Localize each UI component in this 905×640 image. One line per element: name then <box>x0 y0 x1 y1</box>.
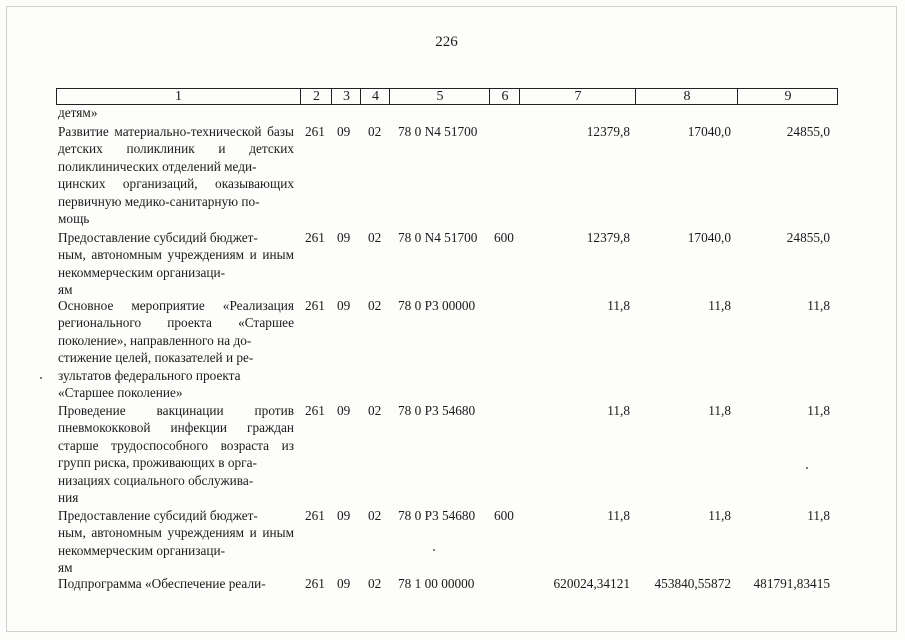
row-name: Подпрограмма «Обеспечение реали- <box>58 576 266 591</box>
amount-year-3: 11,8 <box>807 298 830 313</box>
target-article: 78 0 P3 54680 <box>398 508 476 523</box>
amount-year-3: 481791,83415 <box>753 576 830 591</box>
amount-year-3: 11,8 <box>807 403 830 418</box>
target-article: 78 0 N4 51700 <box>398 230 478 245</box>
page-number: 226 <box>435 34 458 50</box>
scan-speck <box>433 549 435 551</box>
ministry-code: 261 <box>305 124 325 139</box>
target-article: 78 0 N4 51700 <box>398 124 478 139</box>
section-code: 09 <box>337 576 351 591</box>
amount-year-3: 24855,0 <box>786 124 830 139</box>
row-name: Предоставление субсидий бюджет- ным, автономным учреждениям и иным некоммерческим организаци- ям <box>58 230 294 298</box>
target-article: 78 0 P3 00000 <box>398 298 476 313</box>
amount-year-1: 11,8 <box>607 403 630 418</box>
amount-year-2: 11,8 <box>708 508 731 523</box>
target-article: 78 0 P3 54680 <box>398 403 476 418</box>
amount-year-2: 17040,0 <box>687 230 731 245</box>
section-code: 09 <box>337 403 351 418</box>
subsection-code: 02 <box>368 124 382 139</box>
scan-speck <box>40 377 42 379</box>
subsection-code: 02 <box>368 298 382 313</box>
section-code: 09 <box>337 124 351 139</box>
amount-year-1: 11,8 <box>607 508 630 523</box>
subsection-code: 02 <box>368 403 382 418</box>
header-col-6: 6 <box>489 89 520 104</box>
amount-year-2: 11,8 <box>708 298 731 313</box>
header-col-2: 2 <box>300 89 332 104</box>
amount-year-3: 24855,0 <box>786 230 830 245</box>
column-number-header <box>56 88 838 105</box>
subsection-code: 02 <box>368 508 382 523</box>
header-col-8: 8 <box>635 89 738 104</box>
header-col-5: 5 <box>389 89 490 104</box>
section-code: 09 <box>337 230 351 245</box>
section-code: 09 <box>337 508 351 523</box>
amount-year-2: 453840,55872 <box>654 576 731 591</box>
amount-year-1: 620024,34121 <box>553 576 630 591</box>
amount-year-3: 11,8 <box>807 508 830 523</box>
amount-year-2: 17040,0 <box>687 124 731 139</box>
amount-year-1: 11,8 <box>607 298 630 313</box>
expense-type: 600 <box>494 508 514 523</box>
row-name: Проведение вакцинации против пневмококковой инфекции граждан старше трудоспособного возраста из групп риска, проживающих в орга- низациях социального обслужива- ния <box>58 403 294 506</box>
amount-year-1: 12379,8 <box>586 124 630 139</box>
header-col-9: 9 <box>737 89 838 104</box>
ministry-code: 261 <box>305 576 325 591</box>
header-col-4: 4 <box>360 89 390 104</box>
expense-type: 600 <box>494 230 514 245</box>
header-col-7: 7 <box>519 89 636 104</box>
header-col-1: 1 <box>175 89 182 104</box>
continuation-text: детям» <box>58 105 98 120</box>
amount-year-2: 11,8 <box>708 403 731 418</box>
subsection-code: 02 <box>368 230 382 245</box>
ministry-code: 261 <box>305 230 325 245</box>
ministry-code: 261 <box>305 403 325 418</box>
header-col-3: 3 <box>331 89 361 104</box>
subsection-code: 02 <box>368 576 382 591</box>
section-code: 09 <box>337 298 351 313</box>
row-name: Развитие материально-технической базы детских поликлиник и детских поликлинических отделений меди- цинских организаций, оказывающих первичную медико-санитарную по- мощь <box>58 124 294 227</box>
row-name: Основное мероприятие «Реализация регионального проекта «Старшее поколение», направленного на до- стижение целей, показателей и ре- зультатов федерального проекта «Старшее поколение» <box>58 298 294 401</box>
target-article: 78 1 00 00000 <box>398 576 475 591</box>
ministry-code: 261 <box>305 298 325 313</box>
row-name: Предоставление субсидий бюджет- ным, автономным учреждениям и иным некоммерческим организаци- ям <box>58 508 294 576</box>
scan-speck <box>806 467 808 469</box>
ministry-code: 261 <box>305 508 325 523</box>
amount-year-1: 12379,8 <box>586 230 630 245</box>
